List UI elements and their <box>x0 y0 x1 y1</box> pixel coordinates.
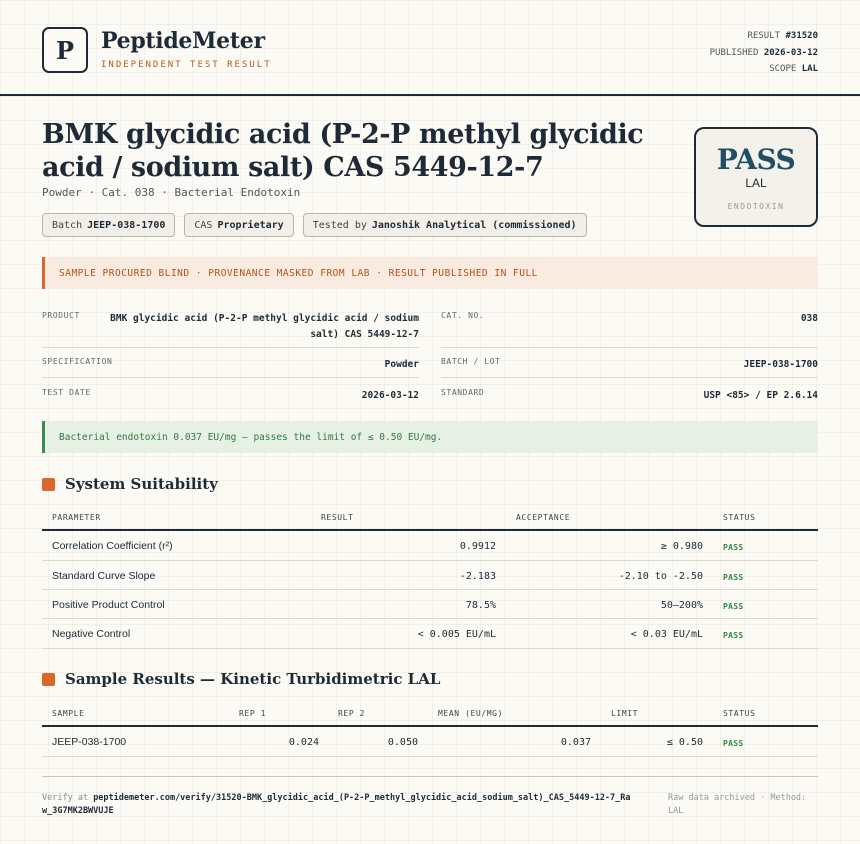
page-subtitle: Powder · Cat. 038 · Bacterial Endotoxin <box>42 186 301 199</box>
divider <box>441 377 818 378</box>
divider <box>42 347 419 348</box>
section-marker-icon <box>42 673 55 686</box>
chip-value: JEEP-038-1700 <box>87 219 166 231</box>
cell-acceptance: 50–200% <box>660 600 703 611</box>
info-value: 038 <box>800 313 818 324</box>
cell-status: PASS <box>723 602 744 611</box>
info-label: PRODUCT <box>42 311 80 320</box>
verify-label: Verify at <box>42 793 89 803</box>
divider <box>42 377 419 378</box>
info-value: USP <85> / EP 2.6.14 <box>703 390 818 401</box>
info-catno <box>441 311 818 327</box>
col-header-parameter: PARAMETER <box>52 513 101 522</box>
meta-published-label: PUBLISHED <box>709 47 759 58</box>
product-line-2: salt) CAS 5449-12-7 <box>310 329 419 340</box>
section-title: System Suitability <box>65 475 218 493</box>
col-header-rep2: REP 2 <box>338 709 366 718</box>
section-marker-icon <box>42 478 55 491</box>
divider <box>42 618 818 619</box>
table-header-rule <box>42 529 818 531</box>
chip-label: CAS <box>194 219 213 231</box>
cell-status: PASS <box>723 573 744 582</box>
info-label: TEST DATE <box>42 388 91 397</box>
chip-value: Proprietary <box>217 219 284 231</box>
logo-letter: P <box>55 35 75 65</box>
verdict-method: LAL <box>745 176 767 190</box>
info-date <box>42 388 419 404</box>
cell-parameter: Positive Product Control <box>52 599 165 611</box>
cell-parameter: Negative Control <box>52 628 131 640</box>
verdict-text: PASS <box>716 143 796 176</box>
col-header-mean: MEAN (EU/MG) <box>438 709 503 718</box>
info-value: Powder <box>384 359 419 370</box>
table-header-rule <box>42 725 818 727</box>
cell-parameter: Correlation Coefficient (r²) <box>52 540 173 552</box>
cell-parameter: Standard Curve Slope <box>52 570 156 582</box>
divider <box>42 589 818 590</box>
cell-status: PASS <box>723 631 744 640</box>
report-header <box>0 0 860 96</box>
tested-by-chip <box>303 213 587 237</box>
chip-row <box>42 213 587 237</box>
cell-rep1: 0.024 <box>288 737 319 748</box>
info-value: 2026-03-12 <box>361 390 419 401</box>
section-sample-results <box>42 670 440 688</box>
footer-method: Raw data archived · Method: LAL <box>668 793 807 816</box>
meta-result <box>710 28 818 45</box>
col-header-result: RESULT <box>321 513 354 522</box>
cell-sample: JEEP-038-1700 <box>52 736 127 748</box>
product-line-1: BMK glycidic acid (P-2-P methyl glycidic acid / sodium <box>110 313 419 324</box>
chip-value: Janoshik Analytical (commissioned) <box>371 219 577 231</box>
col-header-status: STATUS <box>723 709 756 718</box>
col-header-acceptance: ACCEPTANCE <box>516 513 571 522</box>
meta-published <box>710 45 818 62</box>
col-header-status: STATUS <box>723 513 756 522</box>
cell-mean: 0.037 <box>560 737 591 748</box>
verdict-badge <box>694 127 818 227</box>
col-header-rep1: REP 1 <box>239 709 267 718</box>
cell-result: 78.5% <box>465 600 496 611</box>
info-value: JEEP-038-1700 <box>743 359 818 370</box>
brand-tagline: INDEPENDENT TEST RESULT <box>101 60 272 70</box>
info-label: CAT. NO. <box>441 311 485 320</box>
procurement-notice: SAMPLE PROCURED BLIND · PROVENANCE MASKED FROM LAB · RESULT PUBLISHED IN FULL <box>42 257 818 289</box>
meta-published-value: 2026-03-12 <box>763 47 818 58</box>
info-label: STANDARD <box>441 388 485 397</box>
cas-chip <box>184 213 293 237</box>
cell-acceptance: ≥ 0.980 <box>660 541 703 552</box>
batch-chip <box>42 213 175 237</box>
info-product <box>42 311 419 341</box>
info-batch <box>441 357 818 373</box>
divider <box>441 347 818 348</box>
cell-rep2: 0.050 <box>387 737 418 748</box>
col-header-limit: LIMIT <box>611 709 639 718</box>
meta-result-label: RESULT <box>747 31 781 41</box>
divider <box>42 560 818 561</box>
cell-limit: ≤ 0.50 <box>666 737 703 748</box>
chip-label: Batch <box>52 219 83 231</box>
footer-divider <box>42 776 818 777</box>
logo-mark <box>42 27 88 73</box>
info-standard <box>441 388 818 404</box>
meta-scope <box>710 61 818 78</box>
info-spec <box>42 357 419 373</box>
divider <box>42 648 818 649</box>
verdict-scope: ENDOTOXIN <box>727 202 785 211</box>
meta-scope-value: LAL <box>801 64 818 74</box>
info-value <box>89 311 419 343</box>
verify-text <box>42 792 632 818</box>
cell-status: PASS <box>723 739 744 748</box>
cell-acceptance: < 0.03 EU/mL <box>630 629 703 640</box>
section-system-suitability <box>42 475 218 493</box>
info-label: SPECIFICATION <box>42 357 113 366</box>
page-title: BMK glycidic acid (P-2-P methyl glycidic acid / sodium salt) CAS 5449-12-7 <box>42 119 644 183</box>
section-title: Sample Results — Kinetic Turbidimetric LAL <box>65 670 441 688</box>
col-header-sample: SAMPLE <box>52 709 85 718</box>
chip-label: Tested by <box>312 219 367 231</box>
cell-acceptance: -2.10 to -2.50 <box>618 571 703 582</box>
cell-result: -2.183 <box>459 571 496 582</box>
meta-result-value: #31520 <box>785 31 818 41</box>
report-meta <box>710 28 818 78</box>
brand-name: PeptideMeter <box>101 28 265 54</box>
cell-result: < 0.005 EU/mL <box>417 629 496 640</box>
cell-result: 0.9912 <box>459 541 496 552</box>
info-label: BATCH / LOT <box>441 357 501 366</box>
meta-scope-label: SCOPE <box>769 64 797 74</box>
result-summary: Bacterial endotoxin 0.037 EU/mg — passes the limit of ≤ 0.50 EU/mg. <box>42 421 818 453</box>
cell-status: PASS <box>723 543 744 552</box>
divider <box>42 756 818 757</box>
verify-link[interactable]: peptidemeter.com/verify/31520-BMK_glycidic_acid_(P-2-P_methyl_glycidic_acid_sodium_salt)_CAS_5449-12-7_Raw_3G7MK2BWVUJE <box>42 793 631 816</box>
